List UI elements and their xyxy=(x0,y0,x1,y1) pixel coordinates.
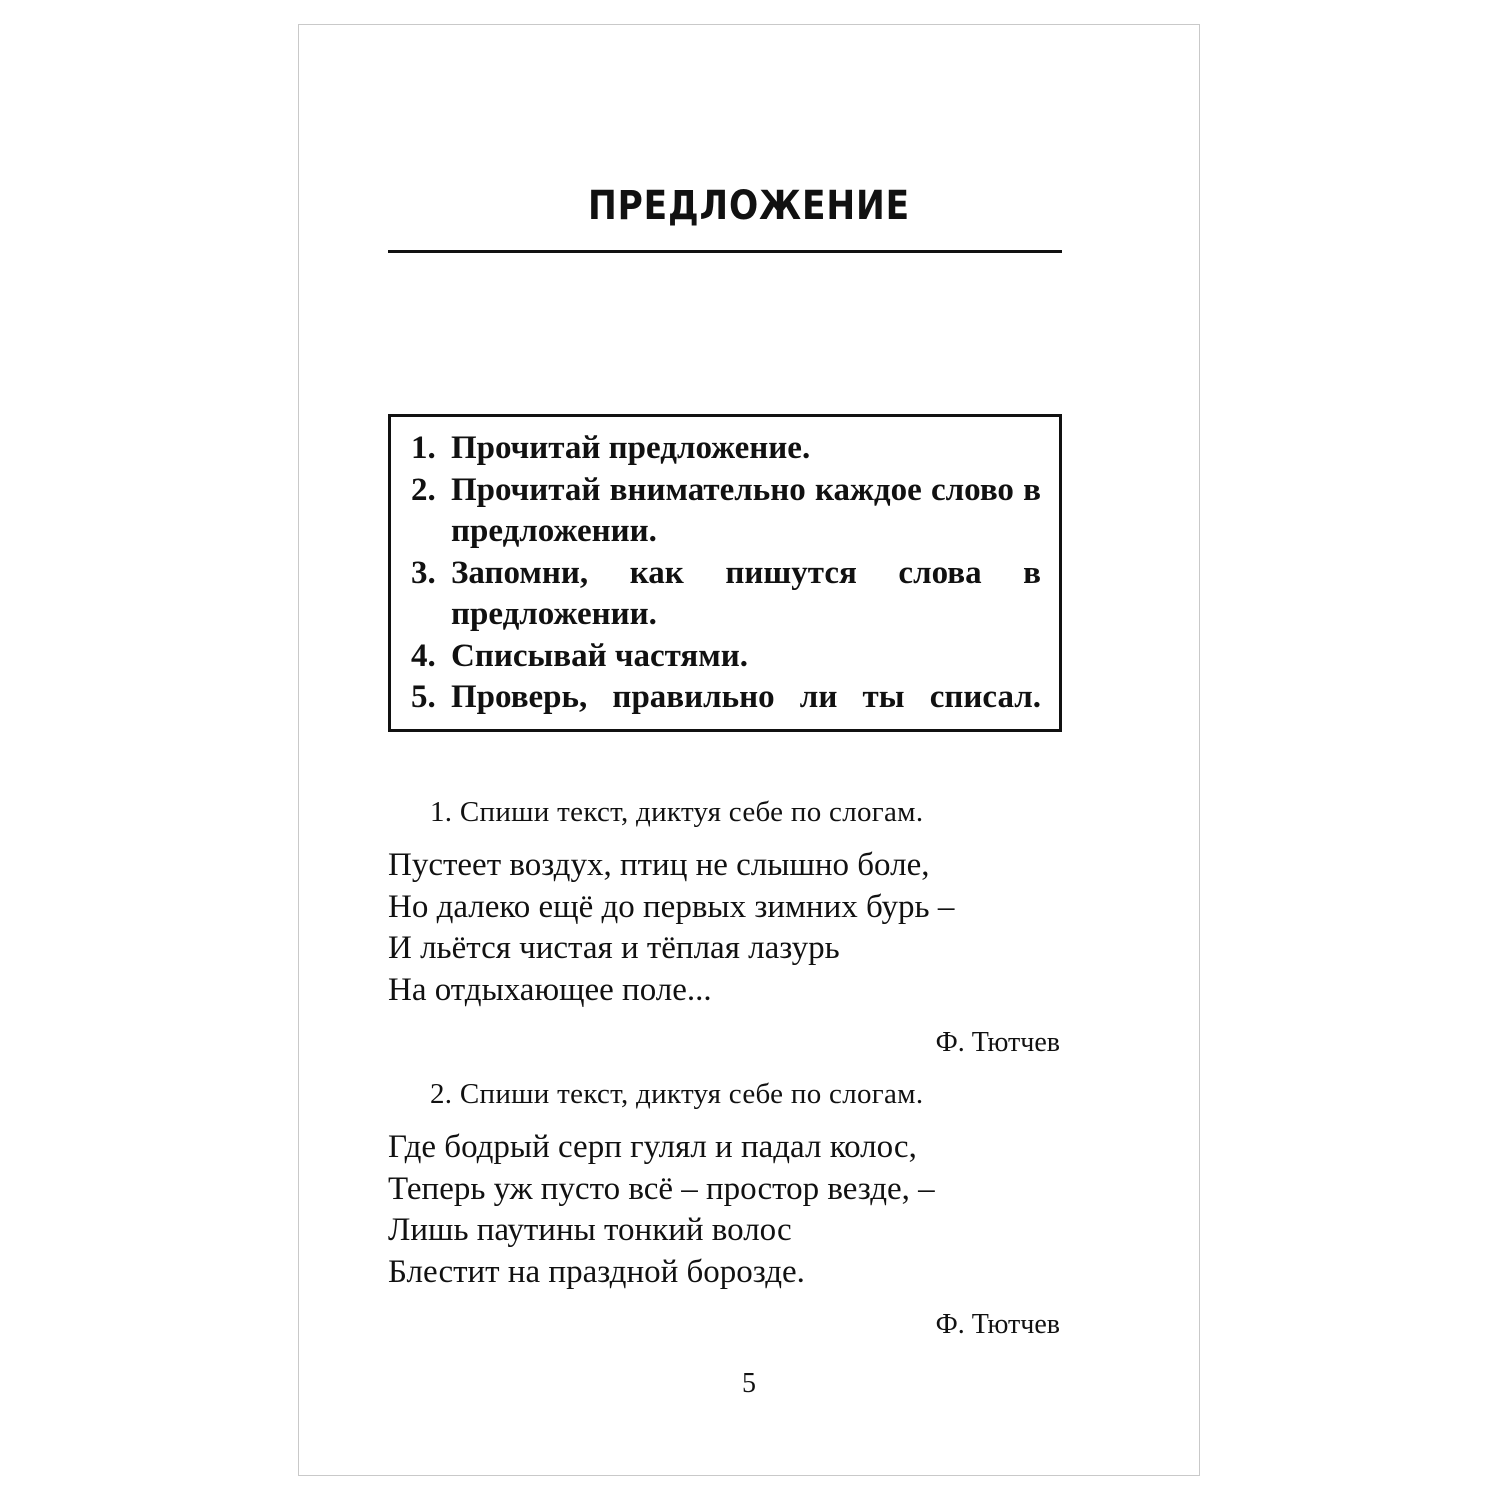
rules-box xyxy=(388,414,1062,732)
rule-text: Проверь, правильно ли ты списал. xyxy=(451,679,1041,715)
exercise-instruction: 1. Спиши текст, диктуя себе по слогам. xyxy=(430,796,924,828)
poem-line: И льётся чистая и тёплая лазурь xyxy=(388,930,840,966)
poem-author: Ф. Тютчев xyxy=(935,1027,1060,1058)
poem-line: Теперь уж пусто всё – простор везде, – xyxy=(388,1170,935,1207)
poem-line: Пустеет воздух, птиц не слышно боле, xyxy=(388,847,930,883)
rule-item xyxy=(411,470,1041,553)
rule-item xyxy=(411,553,1041,636)
rule-item xyxy=(411,677,1041,719)
poem-line: Но далеко ещё до первых зимних бурь – xyxy=(388,888,955,925)
book-page xyxy=(298,24,1200,1476)
rule-item xyxy=(411,636,1041,678)
poem-line: Где бодрый серп гулял и падал колос, xyxy=(388,1129,917,1165)
poem-line: Лишь паутины тонкий волос xyxy=(388,1212,792,1248)
rule-number: 4. xyxy=(411,637,436,674)
rule-number: 5. xyxy=(411,679,436,715)
poem-line: На отдыхающее поле... xyxy=(388,971,712,1008)
rule-text: Прочитай предложение. xyxy=(451,430,811,466)
exercise-instruction: 2. Спиши текст, диктуя себе по слогам. xyxy=(430,1078,924,1110)
rule-text: Прочитай внимательно каждое слово в предложении. xyxy=(451,471,1041,549)
poem-line: Блестит на праздной борозде. xyxy=(388,1253,805,1290)
title-underline xyxy=(388,250,1062,253)
rule-text: Списывай частями. xyxy=(451,637,748,674)
rule-item xyxy=(411,428,1041,470)
exercise-1 xyxy=(388,793,1062,1061)
rule-number: 1. xyxy=(411,430,436,466)
page-number: 5 xyxy=(742,1368,756,1399)
exercise-2 xyxy=(388,1075,1062,1343)
poem xyxy=(388,1127,1062,1293)
page-title: ПРЕДЛОЖЕНИЕ xyxy=(587,183,911,229)
poem xyxy=(388,845,1062,1011)
rule-number: 2. xyxy=(411,471,436,508)
rule-number: 3. xyxy=(411,554,436,591)
rule-text: Запомни, как пишутся слова в предложении. xyxy=(451,554,1041,632)
poem-author: Ф. Тютчев xyxy=(935,1309,1060,1340)
